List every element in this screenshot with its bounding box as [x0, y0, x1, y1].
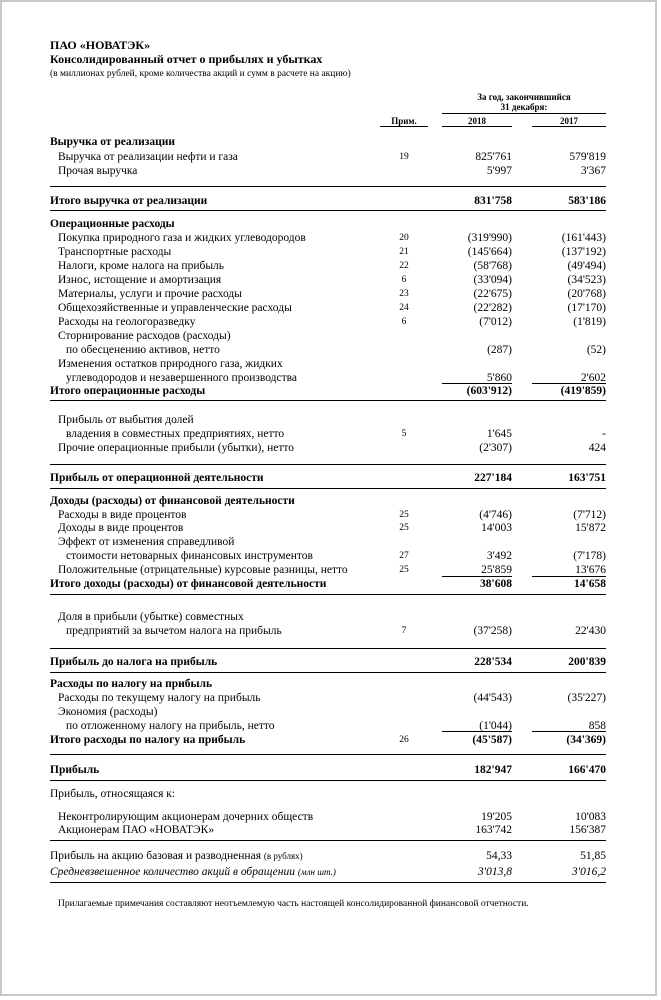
pretax-profit-label: Прибыль до налога на прибыль [50, 656, 218, 668]
note-header-underline [380, 126, 428, 127]
row-label-line1: Изменения остатков природного газа, жидких [58, 358, 283, 370]
divider [50, 594, 606, 595]
row-label: Акционерам ПАО «НОВАТЭК» [58, 824, 215, 836]
value-2017: 22'430 [575, 625, 606, 637]
value-2017: 163'751 [568, 472, 606, 484]
net-profit-label: Прибыль [50, 764, 100, 776]
row-note: 21 [399, 247, 409, 257]
value-2018: 3'492 [486, 550, 512, 562]
row-label-line1: Эффект от изменения справедливой [58, 536, 235, 548]
col-2018-underline [442, 126, 512, 127]
value-2017: 15'872 [575, 522, 606, 534]
eps-row [50, 849, 303, 863]
company-name: ПАО «НОВАТЭК» [50, 38, 151, 52]
value-2017: 579'819 [569, 151, 606, 163]
value-2017: 583'186 [568, 195, 606, 207]
value-2017: (17'170) [567, 302, 606, 314]
divider [50, 488, 606, 489]
value-2017: 3'367 [580, 165, 606, 177]
value-2017: 2'602 [580, 372, 606, 384]
col-2018-header: 2018 [468, 116, 486, 126]
revenue-heading: Выручка от реализации [50, 136, 176, 148]
row-label: Прочие операционные прибыли (убытки), нетто [58, 442, 295, 454]
eps-label: Прибыль на акцию базовая и разводненная [50, 850, 261, 862]
row-note: 20 [399, 233, 409, 243]
subtotal-line-2018 [442, 731, 512, 732]
divider [50, 648, 606, 649]
row-note: 24 [399, 303, 409, 313]
statement-title: Консолидированный отчет о прибылях и убытках [50, 52, 323, 66]
row-label: Выручка от реализации нефти и газа [58, 151, 238, 163]
total-tax-label: Итого расходы по налогу на прибыль [50, 734, 246, 746]
total-opex-label: Итого операционные расходы [50, 385, 206, 397]
footnote: Прилагаемые примечания составляют неотъемлемую часть настоящей консолидированной финансовой отчетности. [58, 899, 529, 909]
value-2017: (35'227) [567, 692, 606, 704]
row-label-line1: Доля в прибыли (убытке) совместных [58, 611, 244, 623]
row-label: Транспортные расходы [58, 246, 172, 258]
value-2017: (419'859) [560, 385, 606, 397]
value-2017: 166'470 [568, 764, 606, 776]
opex-heading: Операционные расходы [50, 218, 175, 230]
row-note: 23 [399, 289, 409, 299]
value-2017: 156'387 [569, 824, 606, 836]
row-note: 26 [399, 735, 409, 745]
row-label: владения в совместных предприятиях, нетто [66, 428, 285, 440]
row-label: Доходы в виде процентов [58, 522, 184, 534]
value-2018: (319'990) [467, 232, 512, 244]
row-label: Положительные (отрицательные) курсовые разницы, нетто [58, 564, 348, 576]
value-2018: (22'282) [473, 302, 512, 314]
value-2018: 5'860 [486, 372, 512, 384]
value-2018: (33'094) [473, 274, 512, 286]
row-label: Покупка природного газа и жидких углеводородов [58, 232, 306, 244]
value-2018: (2'307) [479, 442, 512, 454]
value-2018: (287) [487, 344, 512, 356]
row-label: Материалы, услуги и прочие расходы [58, 288, 242, 300]
col-2017-header: 2017 [560, 116, 578, 126]
value-2017: (7'712) [573, 509, 606, 521]
value-2018: (44'543) [473, 692, 512, 704]
row-note: 5 [401, 429, 407, 439]
value-2018: 25'859 [481, 564, 512, 576]
row-label: по обесценению активов, нетто [66, 344, 220, 356]
col-2017-underline [532, 126, 606, 127]
value-2018: 228'534 [474, 656, 512, 668]
value-2017: (161'443) [561, 232, 606, 244]
value-2018: 19'205 [481, 811, 512, 823]
row-note: 25 [399, 565, 409, 575]
value-2017: - [602, 428, 606, 440]
divider [50, 882, 606, 883]
divider [50, 464, 606, 465]
row-label: Общехозяйственные и управленческие расходы [58, 302, 292, 314]
value-2018: (37'258) [473, 625, 512, 637]
value-2017: 3'016,2 [571, 866, 606, 878]
value-2018: 54,33 [486, 850, 512, 862]
shares-unit: (млн шт.) [297, 867, 336, 877]
value-2017: (7'178) [573, 550, 606, 562]
value-2017: (1'819) [573, 316, 606, 328]
row-note: 6 [401, 275, 407, 285]
value-2018: (145'664) [467, 246, 512, 258]
value-2018: (4'746) [479, 509, 512, 521]
row-label: Расходы на геологоразведку [58, 316, 196, 328]
value-2018: 38'608 [480, 578, 512, 590]
value-2018: (45'587) [472, 734, 512, 746]
row-note: 22 [399, 261, 409, 271]
divider [50, 780, 606, 781]
value-2018: (22'675) [473, 288, 512, 300]
note-column-header: Прим. [391, 116, 417, 126]
row-label: стоимости нетоварных финансовых инструментов [66, 550, 313, 562]
divider [50, 672, 606, 673]
row-label: Налоги, кроме налога на прибыль [58, 260, 225, 272]
period-heading-line1: За год, закончившийся [477, 92, 571, 102]
value-2018: 163'742 [475, 824, 512, 836]
period-heading-line2: 31 декабря: [500, 102, 548, 112]
total-revenue-label: Итого выручка от реализации [50, 195, 208, 207]
value-2018: (7'012) [479, 316, 512, 328]
value-2017: (49'494) [567, 260, 606, 272]
tax-heading: Расходы по налогу на прибыль [50, 678, 213, 690]
value-2018: 14'003 [481, 522, 512, 534]
row-note: 27 [399, 551, 409, 561]
eps-unit: (в рублях) [263, 851, 303, 861]
row-note: 19 [399, 152, 409, 162]
row-label-line1: Прибыль от выбытия долей [58, 414, 194, 426]
divider [50, 400, 606, 401]
attributable-label: Прибыль, относящаяся к: [50, 788, 176, 800]
value-2018: 3'013,8 [477, 866, 512, 878]
row-note: 6 [401, 317, 407, 327]
value-2017: (34'523) [567, 274, 606, 286]
value-2018: 825'761 [475, 151, 512, 163]
value-2018: 831'758 [474, 195, 512, 207]
subtotal-line-2017 [532, 731, 606, 732]
value-2017: 10'083 [575, 811, 606, 823]
row-label-line1: Сторнирование расходов (расходы) [58, 330, 231, 342]
value-2018: 5'997 [486, 165, 512, 177]
row-note: 7 [401, 626, 407, 636]
divider [50, 210, 606, 211]
value-2018: 182'947 [474, 764, 512, 776]
row-label: предприятий за вычетом налога на прибыль [66, 625, 282, 637]
value-2017: 51,85 [580, 850, 606, 862]
shares-row [50, 865, 336, 879]
value-2017: (34'369) [566, 734, 606, 746]
row-label-line1: Экономия (расходы) [58, 706, 158, 718]
value-2017: 424 [588, 442, 606, 454]
value-2017: (52) [586, 344, 606, 356]
row-label: Прочая выручка [58, 165, 138, 177]
row-label: Расходы по текущему налогу на прибыль [58, 692, 261, 704]
divider [50, 840, 606, 841]
value-2017: 14'658 [574, 578, 606, 590]
row-label: по отложенному налогу на прибыль, нетто [66, 720, 275, 732]
value-2017: 200'839 [568, 656, 606, 668]
row-note: 25 [399, 510, 409, 520]
shares-label: Средневзвешенное количество акций в обращении [50, 866, 295, 878]
total-finance-label: Итого доходы (расходы) от финансовой деятельности [50, 578, 327, 590]
value-2017: 13'676 [575, 564, 606, 576]
value-2018: (58'768) [473, 260, 512, 272]
value-2017: (137'192) [561, 246, 606, 258]
finance-heading: Доходы (расходы) от финансовой деятельности [50, 495, 295, 507]
divider [50, 186, 606, 187]
statement-subtitle: (в миллионах рублей, кроме количества акций и сумм в расчете на акцию) [50, 69, 351, 79]
row-label: Износ, истощение и амортизация [58, 274, 222, 286]
row-label: Расходы в виде процентов [58, 509, 187, 521]
row-note: 25 [399, 523, 409, 533]
value-2017: (20'768) [567, 288, 606, 300]
value-2018: (1'044) [479, 720, 512, 732]
value-2018: (603'912) [466, 385, 512, 397]
divider [50, 754, 606, 755]
operating-profit-label: Прибыль от операционной деятельности [50, 472, 264, 484]
value-2018: 227'184 [474, 472, 512, 484]
value-2017: 858 [588, 720, 606, 732]
row-label: углеводородов и незавершенного производства [66, 372, 298, 384]
row-label: Неконтролирующим акционерам дочерних обществ [58, 811, 314, 823]
value-2018: 1'645 [486, 428, 512, 440]
